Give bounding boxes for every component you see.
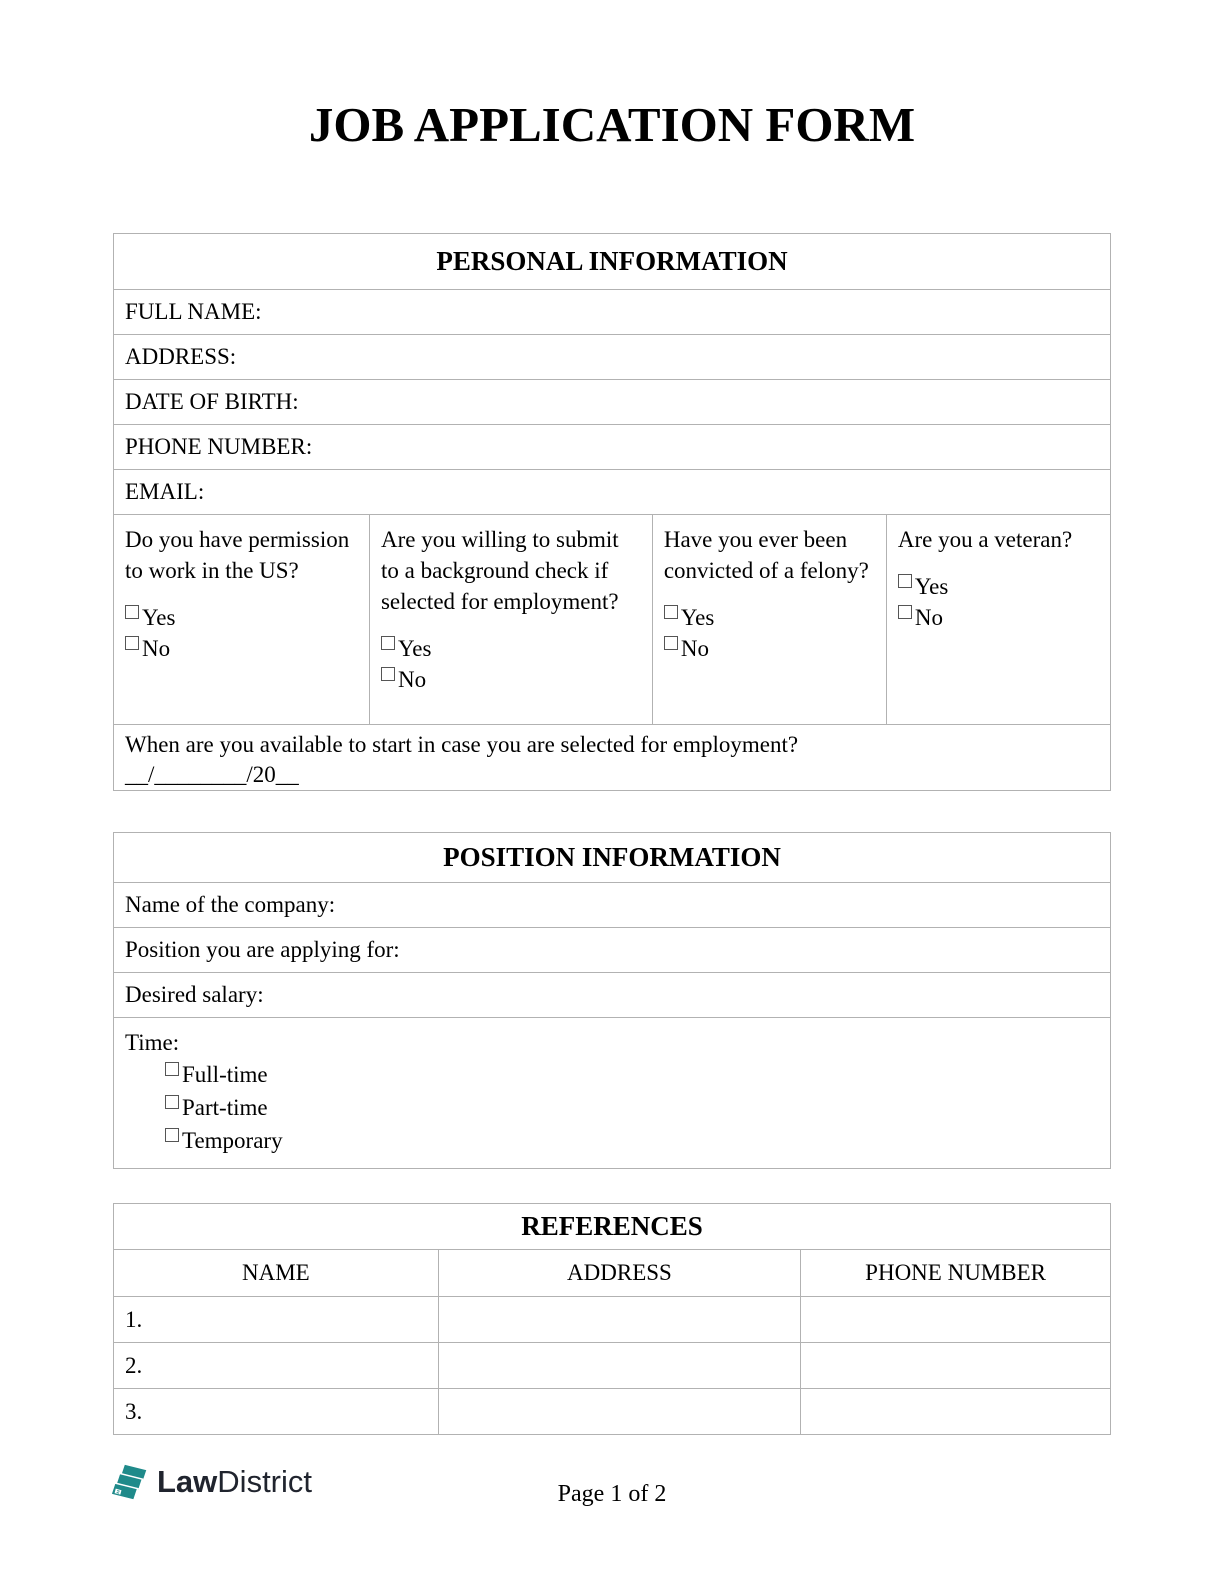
temporary-option <box>165 1124 1099 1157</box>
time-row <box>114 1017 1110 1168</box>
questions-row <box>114 514 1110 724</box>
lawdistrict-logo-text <box>157 1464 312 1500</box>
reference-1-phone-cell[interactable] <box>800 1297 1110 1342</box>
no-option <box>125 633 358 664</box>
no-option <box>898 602 1099 633</box>
no-option-label: No <box>680 636 709 661</box>
reference-2-address-cell[interactable] <box>438 1343 801 1388</box>
lawdistrict-logo-icon <box>110 1461 152 1503</box>
references-header: REFERENCES <box>521 1211 703 1241</box>
felony-no-checkbox-icon[interactable] <box>664 636 678 650</box>
full-time-option-label: Full-time <box>182 1062 268 1087</box>
desired-salary-field-row[interactable] <box>114 972 1110 1017</box>
reference-1-number: 1. <box>125 1306 143 1332</box>
full-time-checkbox-icon[interactable] <box>165 1062 179 1076</box>
veteran-no-checkbox-icon[interactable] <box>898 605 912 619</box>
question-permission-cell <box>114 515 369 724</box>
page-number: Page 1 of 2 <box>557 1481 667 1507</box>
address-field-row[interactable] <box>114 334 1110 379</box>
personal-information-header: PERSONAL INFORMATION <box>436 246 788 276</box>
yes-option <box>125 602 358 633</box>
date-of-birth-field-row[interactable] <box>114 379 1110 424</box>
question-felony-options <box>664 602 875 664</box>
veteran-yes-checkbox-icon[interactable] <box>898 574 912 588</box>
logo-text-district: District <box>217 1464 313 1499</box>
part-time-option <box>165 1091 1099 1124</box>
references-table <box>113 1203 1111 1435</box>
yes-option-label: Yes <box>142 605 176 630</box>
no-option-label: No <box>397 667 427 692</box>
question-permission-options <box>125 602 358 664</box>
part-time-option-label: Part-time <box>182 1095 268 1120</box>
question-background-check-text: Are you willing to submit to a background check if selected for employment? <box>380 527 619 614</box>
page-title: JOB APPLICATION FORM <box>308 97 916 152</box>
time-options <box>125 1058 1099 1157</box>
yes-option-label: Yes <box>914 574 949 599</box>
question-background-check-cell <box>369 515 652 724</box>
yes-option-label: Yes <box>397 636 432 661</box>
question-felony-cell <box>652 515 886 724</box>
background-check-yes-checkbox-icon[interactable] <box>381 636 395 650</box>
availability-answer-line[interactable]: __/________/20__ <box>125 762 299 787</box>
reference-row-3 <box>114 1388 1110 1434</box>
availability-question: When are you available to start in case you are selected for employment? <box>125 732 799 757</box>
reference-3-number: 3. <box>125 1398 143 1424</box>
references-phone-column-header: PHONE NUMBER <box>800 1250 1110 1296</box>
yes-option <box>381 633 641 664</box>
position-applying-label: Position you are applying for: <box>125 937 400 962</box>
logo-text-law: Law <box>157 1464 218 1499</box>
references-column-header-row <box>114 1249 1110 1296</box>
position-information-header: POSITION INFORMATION <box>443 842 781 872</box>
company-name-field-row[interactable] <box>114 882 1110 927</box>
phone-number-field-row[interactable] <box>114 424 1110 469</box>
reference-2-phone-cell[interactable] <box>800 1343 1110 1388</box>
email-field-row[interactable] <box>114 469 1110 514</box>
reference-1-address-cell[interactable] <box>438 1297 801 1342</box>
question-permission-text: Do you have permission to work in the US? <box>125 527 350 583</box>
yes-option <box>898 571 1099 602</box>
phone-number-label: PHONE NUMBER: <box>125 434 313 459</box>
part-time-checkbox-icon[interactable] <box>165 1095 179 1109</box>
reference-3-address-cell[interactable] <box>438 1389 801 1434</box>
felony-yes-checkbox-icon[interactable] <box>664 605 678 619</box>
no-option <box>664 633 875 664</box>
yes-option-label: Yes <box>680 605 715 630</box>
position-information-table <box>113 832 1111 1169</box>
availability-row[interactable] <box>114 724 1110 790</box>
question-veteran-options <box>898 571 1099 633</box>
question-veteran-cell <box>886 515 1110 724</box>
reference-row-1 <box>114 1296 1110 1342</box>
background-check-no-checkbox-icon[interactable] <box>381 667 395 681</box>
address-label: ADDRESS: <box>125 344 237 369</box>
personal-information-table <box>113 233 1111 791</box>
full-name-field-row[interactable] <box>114 289 1110 334</box>
time-label: Time: <box>125 1030 180 1055</box>
temporary-option-label: Temporary <box>182 1128 283 1153</box>
temporary-checkbox-icon[interactable] <box>165 1128 179 1142</box>
reference-3-phone-cell[interactable] <box>800 1389 1110 1434</box>
no-option-label: No <box>914 605 943 630</box>
question-felony-text: Have you ever been convicted of a felony? <box>663 527 869 583</box>
no-option-label: No <box>142 636 171 661</box>
company-name-label: Name of the company: <box>125 892 336 917</box>
full-time-option <box>165 1058 1099 1091</box>
reference-2-number: 2. <box>125 1352 143 1378</box>
full-name-label: FULL NAME: <box>125 299 262 324</box>
permission-no-checkbox-icon[interactable] <box>125 636 139 650</box>
reference-row-2 <box>114 1342 1110 1388</box>
desired-salary-label: Desired salary: <box>125 982 264 1007</box>
position-applying-field-row[interactable] <box>114 927 1110 972</box>
email-label: EMAIL: <box>125 479 205 504</box>
permission-yes-checkbox-icon[interactable] <box>125 605 139 619</box>
yes-option <box>664 602 875 633</box>
lawdistrict-logo <box>110 1461 312 1503</box>
question-background-check-options <box>381 633 641 695</box>
references-address-column-header: ADDRESS <box>438 1250 801 1296</box>
date-of-birth-label: DATE OF BIRTH: <box>125 389 299 414</box>
no-option <box>381 664 641 695</box>
references-name-column-header: NAME <box>241 1260 310 1285</box>
question-veteran-text: Are you a veteran? <box>897 527 1073 552</box>
